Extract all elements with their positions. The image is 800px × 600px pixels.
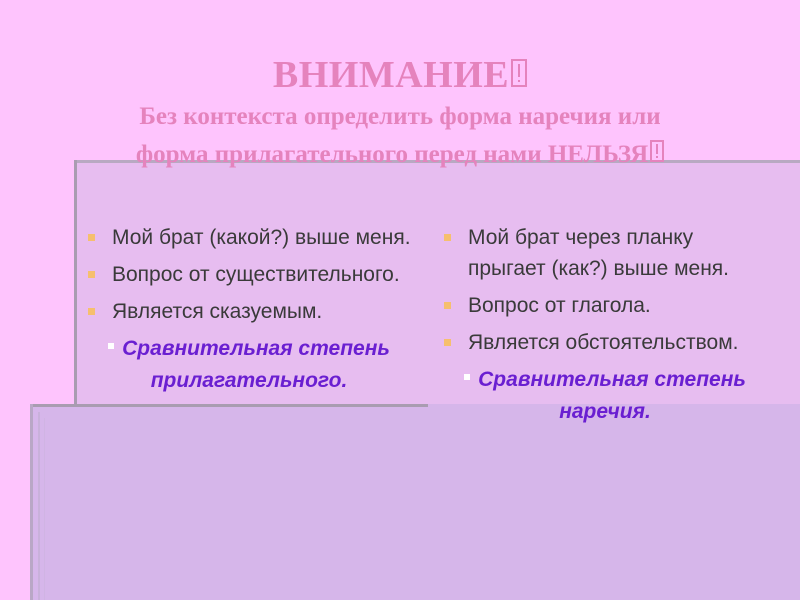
list-item — [84, 259, 414, 290]
background-panel-front-top-edge — [30, 404, 428, 407]
title-subtitle — [40, 98, 760, 174]
list-item-text: Является обстоятельством. — [468, 331, 739, 354]
background-panel-left-edge — [74, 160, 77, 405]
list-item — [440, 222, 770, 284]
bullet-icon — [444, 302, 451, 309]
left-column — [84, 222, 414, 397]
list-item-text: Мой брат (какой?) выше меня. — [112, 226, 411, 249]
list-item — [84, 296, 414, 327]
background-panel-front — [30, 404, 800, 600]
exclamation-box-icon — [650, 140, 664, 162]
right-summary — [440, 364, 770, 428]
list-item — [440, 290, 770, 321]
right-column — [440, 222, 770, 428]
left-summary — [84, 333, 414, 397]
bullet-icon — [88, 271, 95, 278]
list-item — [84, 222, 414, 253]
background-panel-front-stripe-2 — [44, 418, 45, 600]
right-summary-text: Сравнительная степень наречия. — [478, 368, 746, 423]
list-item — [440, 327, 770, 358]
list-item-text: Вопрос от существительного. — [112, 263, 400, 286]
background-panel-front-left-edge — [30, 404, 33, 600]
title-heading — [40, 52, 760, 98]
summary-bullet-icon — [464, 374, 470, 380]
bullet-icon — [88, 308, 95, 315]
left-summary-text: Сравнительная степень прилагательного. — [122, 337, 390, 392]
subtitle-line-1: Без контекста определить форма наречия или — [139, 103, 661, 130]
background-panel-front-stripe — [38, 412, 40, 600]
list-item-text: Вопрос от глагола. — [468, 294, 651, 317]
exclamation-box-icon — [511, 59, 527, 87]
bullet-icon — [88, 234, 95, 241]
bullet-icon — [444, 234, 451, 241]
bullet-icon — [444, 339, 451, 346]
slide-title — [40, 52, 760, 174]
subtitle-line-2 — [40, 136, 760, 174]
subtitle-line-2-text: форма прилагательного перед нами НЕЛЬЗЯ — [135, 141, 649, 168]
list-item-text: Является сказуемым. — [112, 300, 323, 323]
title-heading-text: ВНИМАНИЕ — [272, 54, 510, 96]
list-item-text: Мой брат через планку прыгает (как?) выше меня. — [468, 226, 730, 280]
summary-bullet-icon — [108, 343, 114, 349]
